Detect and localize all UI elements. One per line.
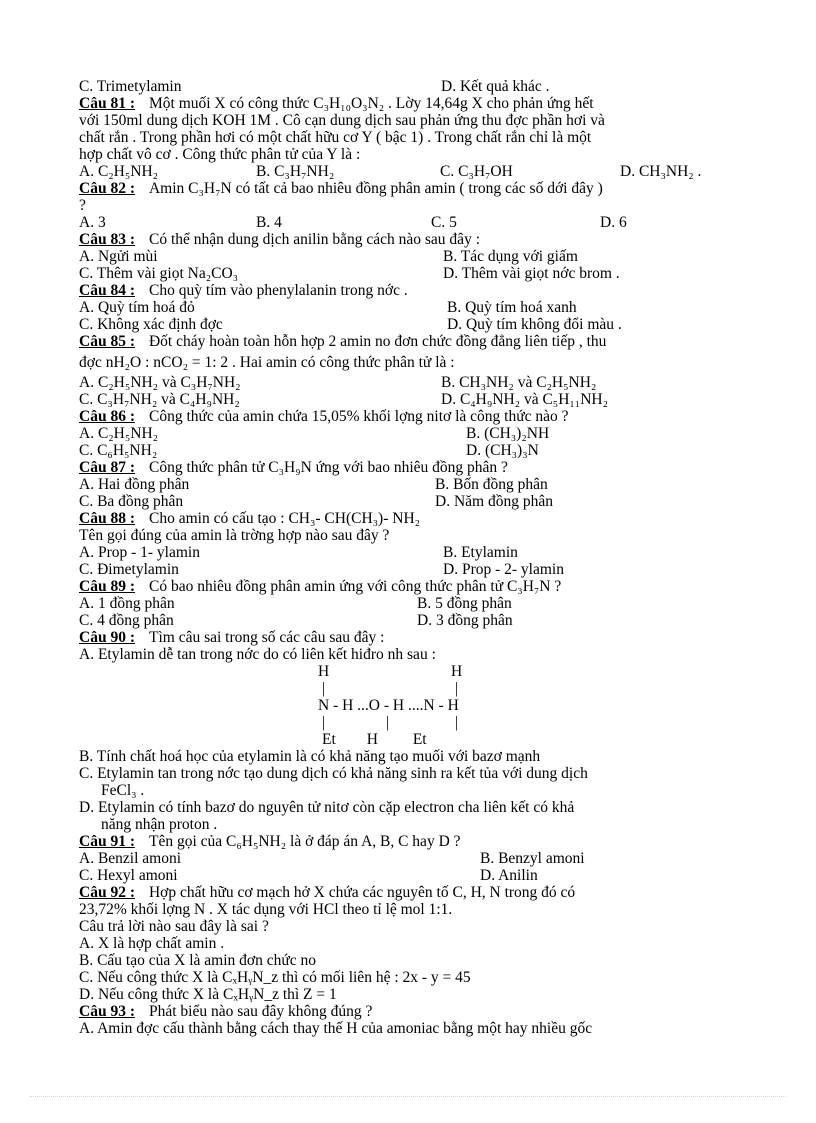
line-text: Câu trả lời nào sau đây là sai ? [79, 918, 269, 935]
question-number: Câu 85 : [79, 333, 135, 350]
document-line [79, 408, 739, 425]
question-text: Công thức của amin chứa 15,05% khối lợng nitơ là công thức nào ? [148, 408, 569, 425]
question-text: Có bao nhiêu đồng phân amin ứng với công thức phân tử C₃H₇N ? [148, 578, 562, 595]
document-line [79, 969, 739, 986]
answer-option: D. Prop - 2- ylamin [443, 561, 564, 578]
line-text: 23,72% khối lợng N . X tác dụng với HCl theo tỉ lệ mol 1:1. [79, 901, 453, 918]
question-text: Công thức phân tử C₃H₉N ứng với bao nhiêu đồng phân ? [148, 459, 508, 476]
answer-option: A. Quỳ tím hoá đỏ [79, 299, 195, 316]
hbond-diagram-substituents: Et H Et [322, 731, 427, 748]
document-line [79, 918, 739, 935]
document-line [79, 986, 739, 1003]
answer-option: A. Benzil amoni [79, 850, 182, 867]
answer-option: D. Năm đồng phân [435, 493, 553, 510]
document-line [79, 850, 739, 867]
hbond-diagram-bar: | [322, 714, 326, 731]
answer-option: C. Ba đồng phân [79, 493, 184, 510]
hbond-diagram-bar: | [455, 680, 459, 697]
line-text: với 150ml dung dịch KOH 1M . Cô cạn dung dịch sau phản ứng thu đợc phần hơi và [79, 112, 605, 129]
document-line [79, 646, 739, 663]
answer-option: B. Quỳ tím hoá xanh [447, 299, 577, 316]
document-line [79, 316, 739, 333]
question-number: Câu 93 : [79, 1003, 135, 1020]
question-number: Câu 88 : [79, 510, 135, 527]
document-line [79, 354, 739, 371]
answer-option: B. CH₃NH₂ và C₂H₅NH₂ [441, 374, 597, 391]
question-text: Tên gọi của C₆H₅NH₂ là ở đáp án A, B, C hay D ? [148, 833, 461, 850]
answer-option: C. C₃H₇NH₂ và C₄H₉NH₂ [79, 391, 240, 408]
answer-option: C. C₃H₇OH [440, 163, 513, 180]
question-text: Cho quỳ tím vào phenylalanin trong nớc . [148, 282, 408, 299]
answer-option: C. 4 đồng phân [79, 612, 174, 629]
question-text: Có thể nhận dung dịch anilin bằng cách nào sau đây : [148, 231, 480, 248]
line-text: hợp chất vô cơ . Công thức phân tử của Y là : [79, 146, 361, 163]
answer-option: B. Tác dụng với giấm [443, 248, 578, 265]
line-text: A. Etylamin dễ tan trong nớc do có liên kết hiđro nh sau : [79, 646, 436, 663]
document-line [79, 510, 739, 527]
document-line [79, 78, 739, 95]
hbond-diagram-h-left: H [318, 663, 330, 680]
document-line [79, 180, 739, 197]
answer-option: D. Quỳ tím không đổi màu . [447, 316, 622, 333]
hbond-diagram-bar: | [386, 714, 390, 731]
answer-option: B. 5 đồng phân [417, 595, 512, 612]
answer-option: D. Anilin [480, 867, 538, 884]
document-line [79, 748, 739, 765]
answer-option: A. Prop - 1- ylamin [79, 544, 200, 561]
answer-option: B. Bốn đồng phân [435, 476, 548, 493]
line-text: chất rắn . Trong phần hơi có một chất hữu cơ Y ( bậc 1) . Trong chất rắn chỉ là một [79, 129, 592, 146]
document-line [79, 391, 739, 408]
document-line [79, 578, 739, 595]
document-line [79, 112, 739, 129]
question-number: Câu 92 : [79, 884, 135, 901]
question-text: Phát biểu nào sau đây không đúng ? [148, 1003, 373, 1020]
question-text: Cho amin có cấu tạo : CH₃- CH(CH₃)- NH₂ [148, 510, 421, 527]
document-line [79, 782, 761, 799]
document-line [79, 1020, 739, 1037]
hbond-diagram-chain: N - H ...O - H ....N - H [318, 697, 459, 714]
question-number: Câu 83 : [79, 231, 135, 248]
answer-option: B. C₃H₇NH₂ [256, 163, 335, 180]
document-line [79, 459, 739, 476]
hbond-diagram-bar: | [322, 680, 326, 697]
answer-option: D. C₄H₉NH₂ và C₅H₁₁NH₂ [441, 391, 608, 408]
question-number: Câu 87 : [79, 459, 135, 476]
answer-option: D. Thêm vài giọt nớc brom . [443, 265, 620, 282]
answer-option: C. 5 [431, 214, 457, 231]
question-text: Hợp chất hữu cơ mạch hở X chứa các nguyên tố C, H, N trong đó có [148, 884, 576, 901]
question-number: Câu 89 : [79, 578, 135, 595]
document-line [79, 561, 739, 578]
answer-option: D. (CH₃)₃N [466, 442, 539, 459]
document-line [79, 629, 739, 646]
answer-option: B. Etylamin [443, 544, 518, 561]
footer-dotted-rule [30, 1096, 786, 1097]
question-number: Câu 81 : [79, 95, 135, 112]
document-line [79, 476, 739, 493]
document-line [79, 816, 761, 833]
document-line [79, 493, 739, 510]
answer-option: A. 1 đồng phân [79, 595, 175, 612]
document-line [79, 248, 739, 265]
answer-option: A. C₂H₅NH₂ [79, 163, 159, 180]
document-line [79, 901, 739, 918]
document-line [79, 833, 739, 850]
question-text: Amin C₃H₇N có tất cả bao nhiêu đồng phân amin ( trong các số dới đây ) [148, 180, 603, 197]
question-text: Tìm câu sai trong số các câu sau đây : [148, 629, 385, 646]
answer-option: B. 4 [256, 214, 282, 231]
document-line [79, 442, 739, 459]
answer-option: C. Thêm vài giọt Na₂CO₃ [79, 265, 239, 282]
document-line [79, 799, 739, 816]
line-text: FeCl₃ . [101, 782, 145, 799]
document-line [79, 527, 739, 544]
line-text: đợc nH₂O : nCO₂ = 1: 2 . Hai amin có công thức phân tử là : [79, 354, 455, 371]
document-line [79, 231, 739, 248]
question-number: Câu 84 : [79, 282, 135, 299]
question-number: Câu 90 : [79, 629, 135, 646]
line-text: D. Etylamin có tính bazơ do nguyên tử nitơ còn cặp electron cha liên kết có khả [79, 799, 575, 816]
document-line [79, 425, 739, 442]
line-text: C. Etylamin tan trong nớc tạo dung dịch có khả năng sinh ra kết tủa với dung dịch [79, 765, 588, 782]
answer-option: A. Ngửi mùi [79, 248, 158, 265]
document-line [79, 214, 739, 231]
document-line [79, 163, 739, 180]
answer-option: A. C₂H₅NH₂ [79, 425, 159, 442]
document-line [79, 544, 739, 561]
document-line [79, 282, 739, 299]
answer-option: A. Hai đồng phân [79, 476, 190, 493]
answer-option: A. C₂H₅NH₂ và C₃H₇NH₂ [79, 374, 241, 391]
document-line [79, 935, 739, 952]
document-line [79, 765, 739, 782]
document-line [79, 374, 739, 391]
document-line [79, 265, 739, 282]
answer-option: C. Không xác định đợc [79, 316, 223, 333]
answer-option: D. Kết quả khác . [441, 78, 550, 95]
answer-option: B. Benzyl amoni [480, 850, 585, 867]
answer-option: B. (CH₃)₂NH [466, 425, 550, 442]
document-line [79, 129, 739, 146]
answer-option: C. Đimetylamin [79, 561, 179, 578]
document-line [79, 95, 739, 112]
hbond-diagram-bar: | [455, 714, 459, 731]
document-line [79, 197, 739, 214]
line-text: B. Tính chất hoá học của etylamin là có khả năng tạo muối với bazơ mạnh [79, 748, 541, 765]
answer-option: C. C₆H₅NH₂ [79, 442, 158, 459]
line-text: C. Nếu công thức X là CₓHᵧN_z thì có mối liên hệ : 2x - y = 45 [79, 969, 471, 986]
document-line [79, 952, 739, 969]
document-line [79, 146, 739, 163]
answer-option: C. Trimetylamin [79, 78, 182, 95]
answer-option: D. CH₃NH₂ . [620, 163, 702, 180]
line-text: năng nhận proton . [101, 816, 218, 833]
answer-option: A. 3 [79, 214, 106, 231]
answer-option: D. 3 đồng phân [417, 612, 513, 629]
line-text: B. Cấu tạo của X là amin đơn chức no [79, 952, 316, 969]
question-number: Câu 86 : [79, 408, 135, 425]
line-text: Tên gọi đúng của amin là trờng hợp nào sau đây ? [79, 527, 390, 544]
document-line [79, 299, 739, 316]
line-text: A. X là hợp chất amin . [79, 935, 225, 952]
document-line [79, 333, 739, 350]
question-number: Câu 91 : [79, 833, 135, 850]
question-number: Câu 82 : [79, 180, 135, 197]
question-text: Một muối X có công thức C₃H₁₀O₃N₂ . Lờy 14,64g X cho phản ứng hết [148, 95, 594, 112]
line-text: A. Amin đợc cấu thành bằng cách thay thế H của amoniac bằng một hay nhiều gốc [79, 1020, 593, 1037]
document-line [79, 1003, 739, 1020]
answer-option: C. Hexyl amoni [79, 867, 178, 884]
question-text: Đốt cháy hoàn toàn hỗn hợp 2 amin no đơn chức đồng đẳng liên tiếp , thu [148, 333, 607, 350]
line-text: D. Nếu công thức X là CₓHᵧN_z thì Z = 1 [79, 986, 337, 1003]
document-line [79, 595, 739, 612]
document-line [79, 612, 739, 629]
document-line [79, 884, 739, 901]
hbond-diagram-h-right: H [451, 663, 463, 680]
answer-option: D. 6 [600, 214, 627, 231]
line-text: ? [79, 197, 86, 214]
document-line [79, 867, 739, 884]
